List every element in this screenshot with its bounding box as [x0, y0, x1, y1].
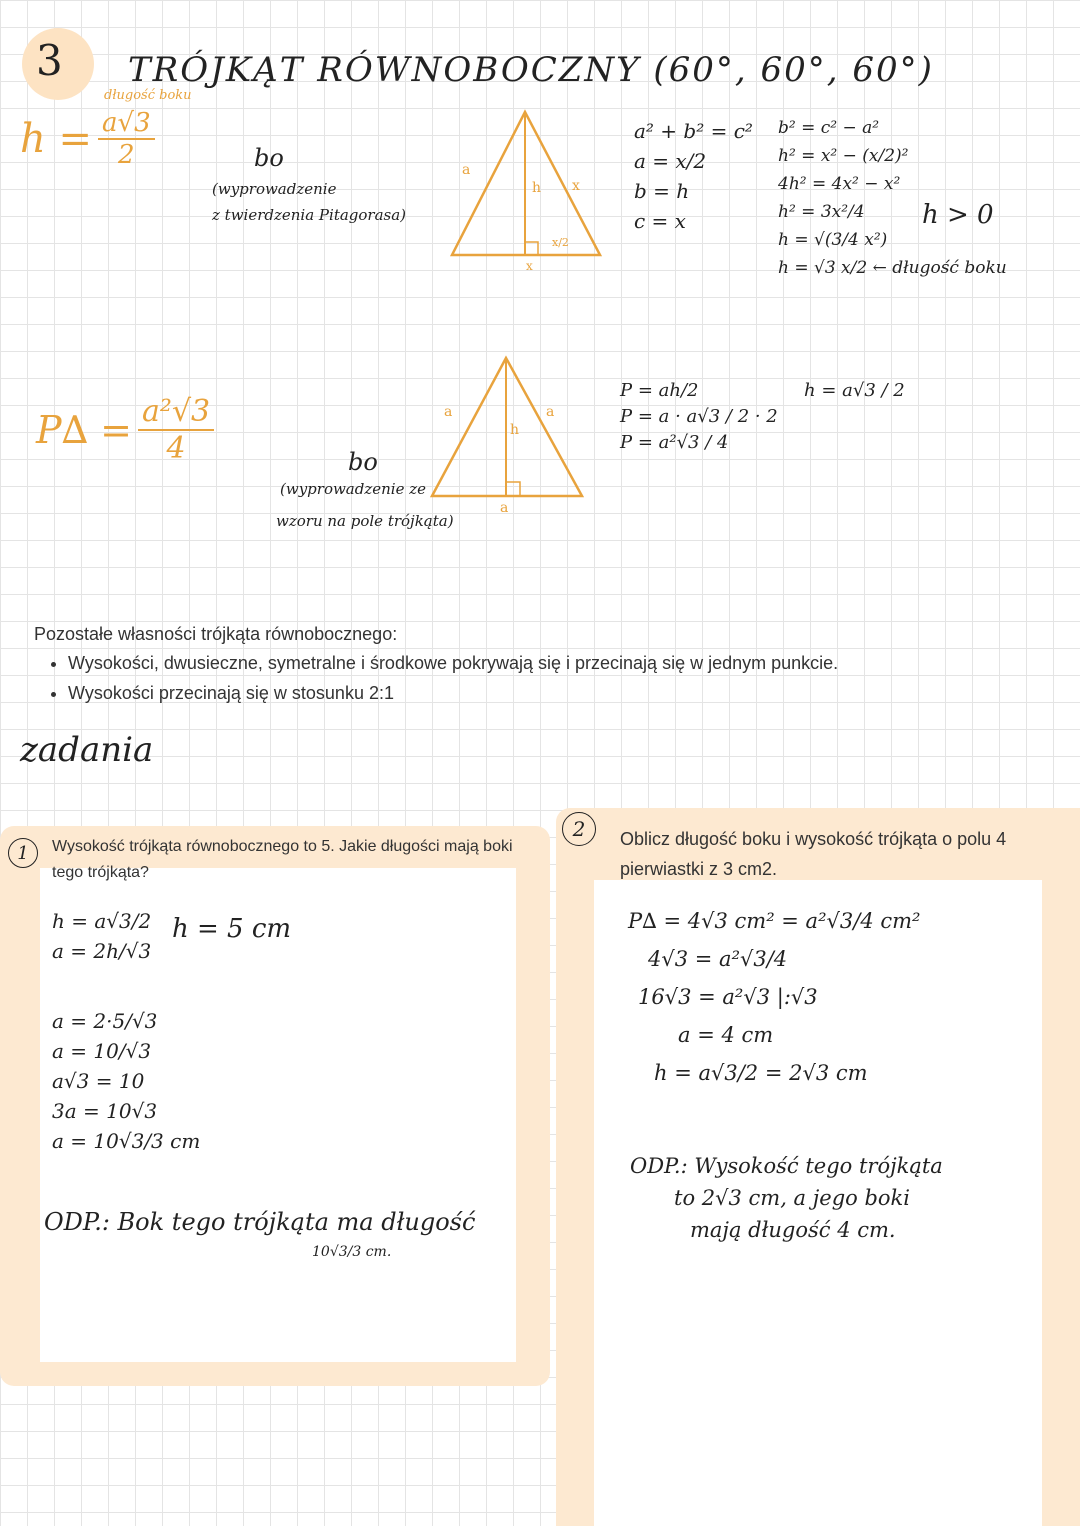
area-bo: bo: [348, 448, 378, 476]
height-formula: [20, 108, 155, 170]
height-tri-label-h: h: [532, 180, 542, 196]
height-triangle-diagram: [440, 100, 620, 280]
task2-step: P∆ = 4√3 cm² = a²√3/4 cm²: [628, 909, 921, 933]
area-formula: [36, 394, 214, 466]
area-triangle-diagram: [420, 350, 600, 520]
tasks-heading: zadania: [20, 730, 154, 770]
task2-number: 2: [562, 812, 596, 846]
task2-answer-line: to 2√3 cm, a jego boki: [674, 1186, 910, 1210]
height-tri-label-x: x: [572, 178, 580, 194]
derivation-line: P = a · a√3 / 2 · 2: [620, 406, 778, 427]
area-explanation-2: wzoru na pole trójkąta): [276, 512, 454, 530]
area-tri-label-a-left: a: [444, 404, 453, 420]
area-tri-label-a-base: a: [500, 500, 509, 516]
task2-steps: [628, 902, 920, 1092]
area-tri-label-a-right: a: [546, 404, 555, 420]
height-condition: h > 0: [922, 200, 994, 230]
height-explanation-1: (wyprowadzenie: [212, 180, 337, 198]
task2-step: a = 4 cm: [678, 1023, 774, 1047]
task1-answer: ODP.: Bok tego trójkąta ma długość: [44, 1208, 476, 1236]
height-formula-denominator: 2: [118, 140, 135, 170]
derivation-line: h = √(3/4 x²): [778, 230, 888, 250]
properties-heading: Pozostałe własności trójkąta równobocznego:: [34, 624, 398, 644]
derivation-line: P = ah/2: [620, 380, 699, 401]
height-tri-label-base-x: x: [526, 259, 533, 273]
properties-section: [34, 620, 1044, 708]
task1-question: Wysokość trójkąta równobocznego to 5. Jakie długości mają boki tego trójkąta?: [52, 838, 513, 881]
task1-step: a = 10/√3: [52, 1039, 152, 1063]
task2-step: 16√3 = a²√3 |:√3: [638, 985, 818, 1009]
side-length-note: długość boku: [104, 88, 192, 103]
task2-answer-line: mają długość 4 cm.: [690, 1218, 896, 1242]
area-derivation: [620, 378, 778, 456]
height-bo: bo: [254, 144, 284, 172]
task2-step: h = a√3/2 = 2√3 cm: [654, 1061, 868, 1085]
height-tri-label-a: a: [462, 162, 471, 178]
section-number: 3: [36, 36, 63, 85]
derivation-line: h² = x² − (x/2)²: [778, 146, 909, 166]
page-title: TRÓJKĄT RÓWNOBOCZNY (60°, 60°, 60°): [128, 50, 934, 90]
area-h-note: h = a√3 / 2: [804, 380, 905, 401]
task1-step: a = 2h/√3: [52, 939, 152, 963]
derivation-line: h² = 3x²/4: [778, 202, 865, 222]
area-formula-lhs: P∆ =: [36, 408, 133, 452]
area-explanation-1: (wyprowadzenie ze: [280, 480, 427, 498]
derivation-line: a² + b² = c²: [634, 119, 753, 143]
derivation-line: 4h² = 4x² − x²: [778, 174, 901, 194]
task2-answer-line: ODP.: Wysokość tego trójkąta: [630, 1154, 943, 1178]
task2-question: Oblicz długość boku i wysokość trójkąta o polu 4 pierwiastki z 3 cm2.: [620, 829, 1007, 879]
derivation-line: b = h: [634, 179, 690, 203]
task1-step: a = 10√3/3 cm: [52, 1129, 201, 1153]
derivation-line: b² = c² − a²: [778, 118, 880, 138]
task1-answer-value: 10√3/3 cm.: [312, 1244, 392, 1260]
derivation-line: h = √3 x/2 ← długość boku: [778, 258, 1007, 278]
task2-step: 4√3 = a²√3/4: [648, 947, 788, 971]
height-formula-lhs: h =: [20, 116, 92, 162]
derivation-line: a = x/2: [634, 149, 707, 173]
height-formula-numerator: a√3: [98, 108, 155, 140]
task1-given: h = 5 cm: [172, 914, 292, 944]
height-tri-label-half-x: x/2: [552, 236, 569, 249]
height-explanation-2: z twierdzenia Pitagorasa): [212, 206, 407, 224]
task1-step: 3a = 10√3: [52, 1099, 158, 1123]
area-formula-numerator: a²√3: [138, 394, 214, 431]
task2-answer: [630, 1150, 943, 1246]
height-derivation-left: [634, 116, 753, 236]
task1-step: a√3 = 10: [52, 1069, 145, 1093]
property-item: • Wysokości, dwusieczne, symetralne i środkowe pokrywają się i przecinają się w jednym punkcie.: [68, 648, 1044, 678]
task1-number: 1: [8, 838, 38, 868]
property-item: • Wysokości przecinają się w stosunku 2:1: [68, 678, 1044, 708]
height-derivation-right: [778, 114, 1007, 282]
area-tri-label-h: h: [510, 422, 520, 438]
derivation-line: c = x: [634, 209, 686, 233]
task1-step: a = 2·5/√3: [52, 1009, 158, 1033]
derivation-line: P = a²√3 / 4: [620, 432, 729, 453]
properties-list: [34, 648, 1044, 708]
area-formula-denominator: 4: [166, 431, 186, 466]
task1-step: h = a√3/2: [52, 909, 152, 933]
